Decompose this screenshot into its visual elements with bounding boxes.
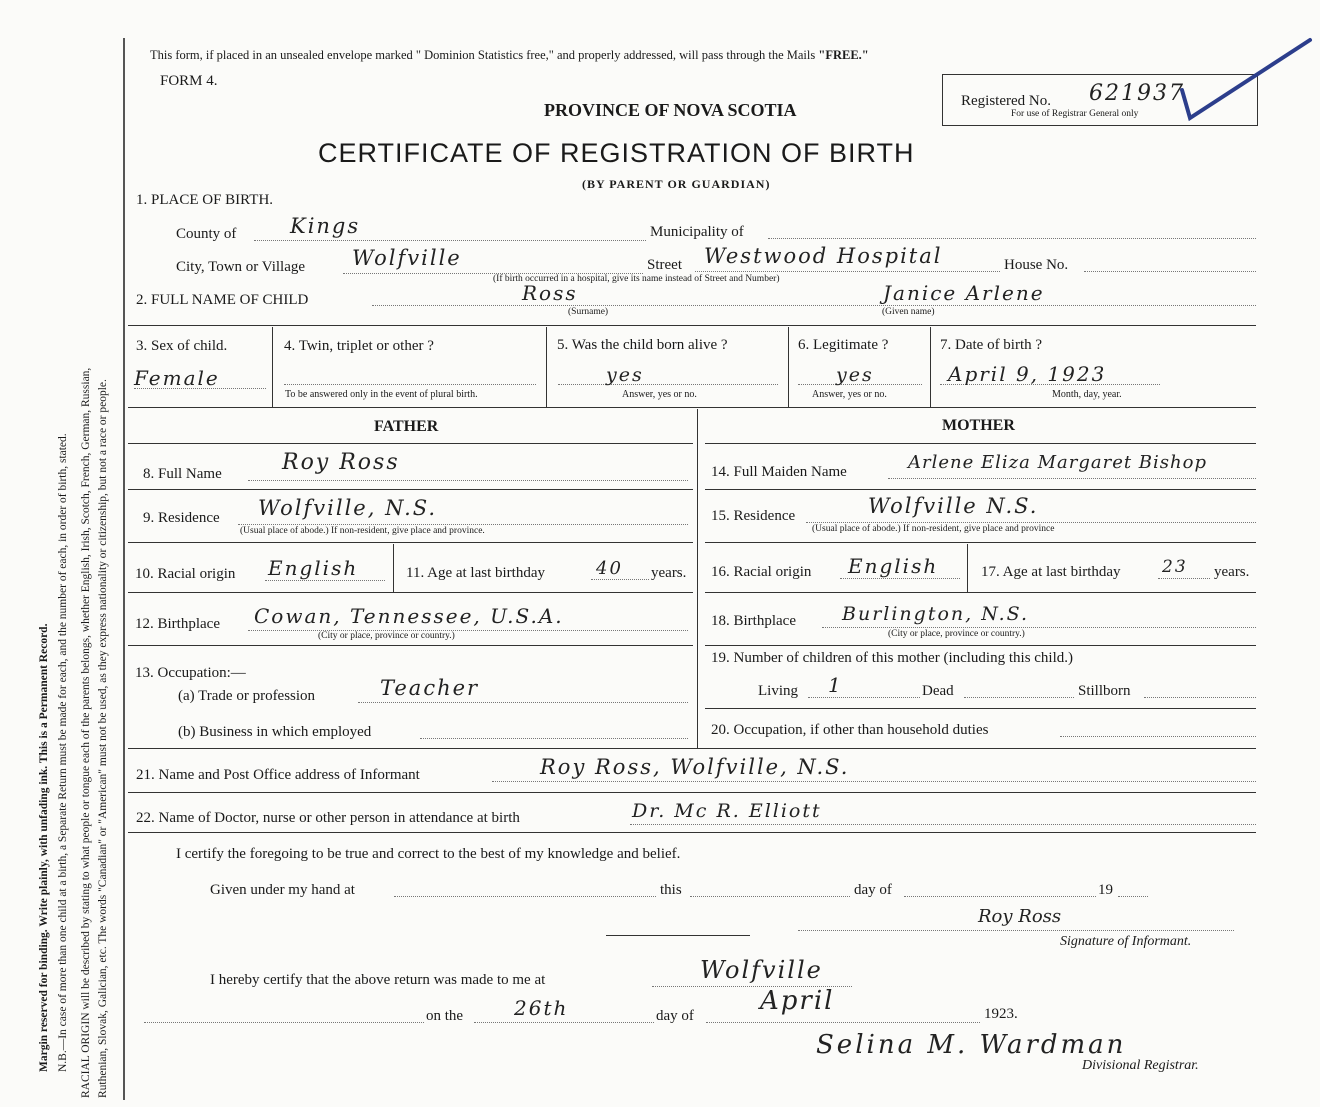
form-number: FORM 4. [160,73,218,89]
informant-signature: Roy Ross [978,906,1062,927]
mother-birthplace-value: Burlington, N.S. [842,603,1030,625]
informant-value: Roy Ross, Wolfville, N.S. [540,755,850,779]
mother-racial-value: English [848,554,939,578]
father-birthplace-note: (City or place, province or country.) [318,631,455,641]
twin-label: 4. Twin, triplet or other ? [284,338,434,354]
father-name-value: Roy Ross [282,450,400,475]
father-age-label: 11. Age at last birthday [406,565,545,581]
registrar-caption: Divisional Registrar. [1082,1058,1199,1073]
doctor-value: Dr. Mc R. Elliott [632,800,822,822]
father-birthplace-value: Cowan, Tennessee, U.S.A. [254,604,564,628]
sex-label: 3. Sex of child. [136,338,228,354]
mother-residence-value: Wolfville N.S. [868,494,1039,518]
dob-value: April 9, 1923 [948,362,1107,386]
living-value: 1 [828,673,843,697]
legitimate-label: 6. Legitimate ? [798,337,889,353]
page-subtitle: (BY PARENT OR GUARDIAN) [582,177,771,191]
mother-heading: MOTHER [942,417,1015,434]
margin-note-4: Ruthenian, Slovak, Galician, etc. The words "Canadian" or "American" must not be used, as they express nationality or citizenship, but not a race or people. [97,379,109,1098]
street-value: Westwood Hospital [704,244,943,268]
mother-occupation-label: 20. Occupation, if other than household duties [711,722,989,738]
registrar-day-value: 26th [514,996,569,1020]
father-age-unit: years. [651,565,687,581]
mother-residence-note: (Usual place of abode.) If non-resident, give place and province [812,524,1055,534]
on-the-label: on the [426,1008,464,1024]
dead-label: Dead [922,683,954,699]
this-label: this [660,882,682,898]
city-label: City, Town or Village [176,259,306,275]
county-label: County of [176,226,237,242]
registrar-day-of-label: day of [656,1008,694,1024]
business-label: (b) Business in which employed [178,724,372,740]
given-caption: (Given name) [882,307,935,317]
born-alive-value: yes [606,364,644,386]
trade-value: Teacher [380,676,480,700]
father-residence-note: (Usual place of abode.) If non-resident, give place and province. [240,526,485,536]
margin-note-3: RACIAL ORIGIN will be described by stating to what people or tongue each of the parents belongs, whether English, Irish, Scotch, French, German, Russian, [80,367,92,1098]
father-occupation-label: 13. Occupation:— [135,665,246,681]
certify-statement: I certify the foregoing to be true and correct to the best of my knowledge and belief. [176,846,681,862]
father-residence-value: Wolfville, N.S. [258,496,438,520]
county-value: Kings [290,214,361,238]
registered-value: 621937 [1089,81,1185,106]
street-note: (If birth occurred in a hospital, give its name instead of Street and Number) [493,274,780,284]
doctor-label: 22. Name of Doctor, nurse or other person in attendance at birth [136,810,520,826]
registered-label: Registered No. [961,93,1051,109]
place-of-birth-heading: 1. PLACE OF BIRTH. [136,192,274,208]
page-title: CERTIFICATE OF REGISTRATION OF BIRTH [318,138,915,168]
municipality-label: Municipality of [650,224,744,240]
day-of-label: day of [854,882,892,898]
children-count-label: 19. Number of children of this mother (including this child.) [711,650,1074,666]
given-under-label: Given under my hand at [210,882,355,898]
father-racial-value: English [268,556,359,580]
registrar-year-value: 1923. [984,1006,1018,1022]
mother-age-label: 17. Age at last birthday [981,564,1121,580]
child-surname-value: Ross [522,281,578,305]
stillborn-label: Stillborn [1078,683,1131,699]
father-racial-label: 10. Racial origin [135,566,236,582]
child-name-label: 2. FULL NAME OF CHILD [136,292,309,308]
mother-birthplace-label: 18. Birthplace [711,613,796,629]
father-birthplace-label: 12. Birthplace [135,616,220,632]
father-name-label: 8. Full Name [143,466,222,482]
surname-caption: (Surname) [568,307,609,317]
informant-signature-caption: Signature of Informant. [1060,934,1192,949]
father-residence-label: 9. Residence [143,510,220,526]
margin-note-1: Margin reserved for binding. Write plainly, with unfading ink. This is a Permanent Record. [38,623,50,1072]
mail-notice: This form, if placed in an unsealed envelope marked " Dominion Statistics free," and properly addressed, will pass through the Mails "FREE." [150,48,869,62]
house-no-label: House No. [1004,257,1069,273]
city-value: Wolfville [352,246,462,270]
mother-name-value: Arlene Eliza Margaret Bishop [908,452,1207,473]
dob-label: 7. Date of birth ? [940,337,1043,353]
born-alive-note: Answer, yes or no. [622,389,697,400]
margin-note-2: N.B.—In case of more than one child at a birth, a Separate Return must be made for each, and the number of each, in order of birth, stated. [57,433,69,1072]
informant-label: 21. Name and Post Office address of Informant [136,767,420,783]
checkmark-icon [1170,30,1320,130]
mother-name-label: 14. Full Maiden Name [711,464,847,480]
mother-racial-label: 16. Racial origin [711,564,812,580]
province-heading: PROVINCE OF NOVA SCOTIA [544,100,797,120]
mother-age-value: 23 [1162,557,1188,577]
year-prefix: 19 [1098,882,1113,898]
registrar-signature: Selina M. Wardman [816,1030,1127,1060]
living-label: Living [758,683,798,699]
father-heading: FATHER [374,418,439,435]
twin-note: To be answered only in the event of plural birth. [285,389,478,400]
legitimate-value: yes [836,364,874,386]
sex-value: Female [134,366,220,390]
mother-residence-label: 15. Residence [711,508,796,524]
legitimate-note: Answer, yes or no. [812,389,887,400]
born-alive-label: 5. Was the child born alive ? [557,337,728,353]
registrar-place-value: Wolfville [700,956,823,984]
father-age-value: 40 [596,558,623,579]
child-given-value: Janice Arlene [883,281,1045,305]
street-label: Street [647,257,682,273]
mother-age-unit: years. [1214,564,1250,580]
binding-margin-line [123,38,125,1100]
trade-label: (a) Trade or profession [178,688,316,704]
registrar-month-value: April [760,986,835,1016]
registrar-note: For use of Registrar General only [1011,109,1139,119]
registrar-statement: I hereby certify that the above return was made to me at [210,972,546,988]
mother-birthplace-note: (City or place, province or country.) [888,629,1025,639]
dob-note: Month, day, year. [1052,389,1122,400]
